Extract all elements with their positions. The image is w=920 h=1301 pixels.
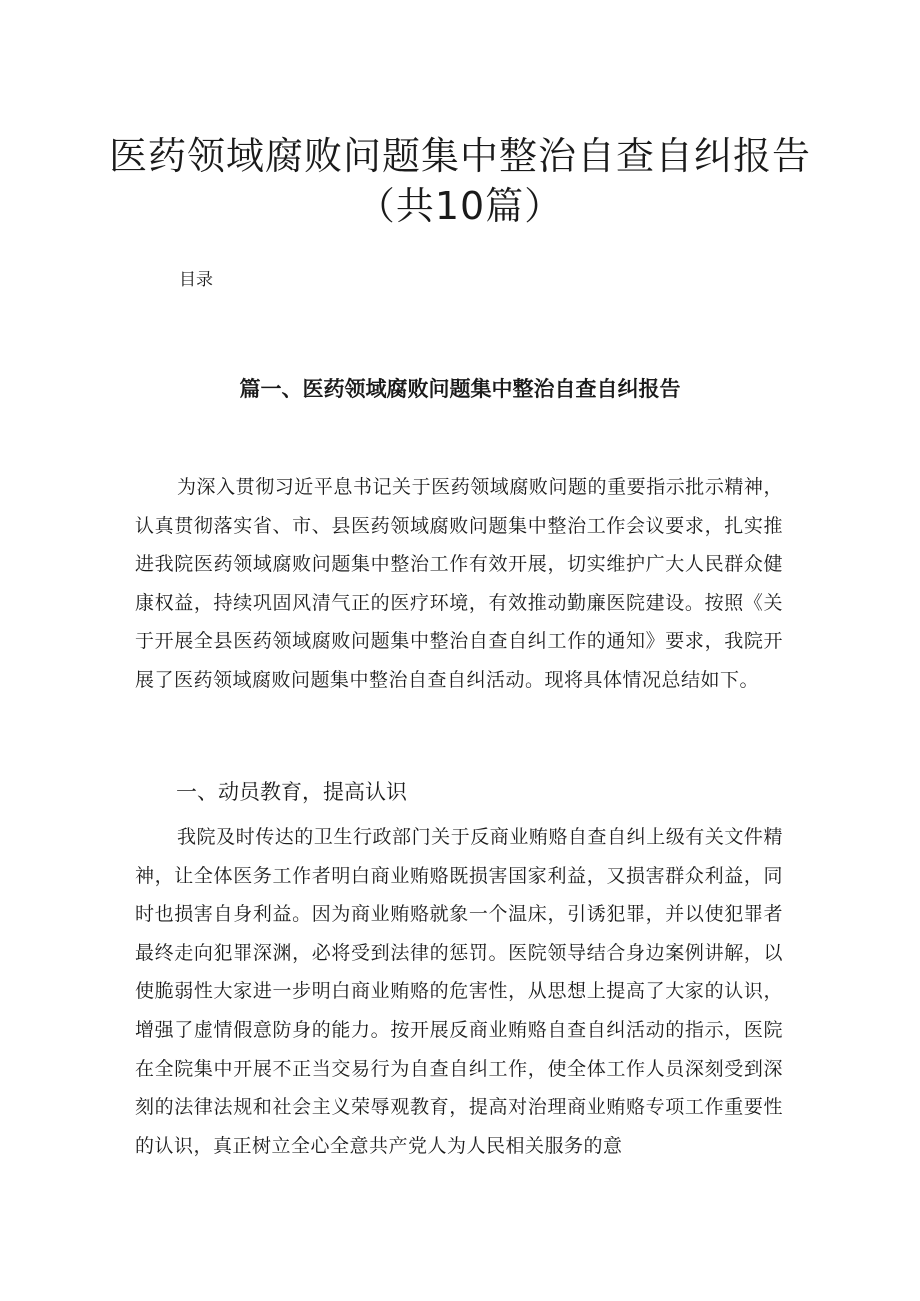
section-paragraph: 我院及时传达的卫生行政部门关于反商业贿赂自查自纠上级有关文件精神，让全体医务工作者明白商业贿赂既损害国家利益，又损害群众利益，同时也损害自身利益。因为商业贿赂就象一个温床，引诱犯罪，并以使犯罪者最终走向犯罪深渊，必将受到法律的惩罚。医院领导结合身边案例讲解，以使脆弱性大家进一步明白商业贿赂的危害性，从思想上提高了大家的认识，增强了虚情假意防身的能力。按开展反商业贿赂自查自纠活动的指示，医院在全院集中开展不正当交易行为自查自纠工作，使全体工作人员深刻受到深刻的法律法规和社会主义荣辱观教育，提高对治理商业贿赂专项工作重要性的认识，真正树立全心全意共产党人为人民相关服务的意 xyxy=(135,826,783,1157)
section-heading: 一、动员教育，提高认识 xyxy=(176,780,407,804)
chapter-heading: 篇一、医药领域腐败问题集中整治自查自纠报告 xyxy=(239,377,681,401)
document-title-line2: （共10篇） xyxy=(356,184,564,228)
document-title-line1: 医药领域腐败问题集中整治自查自纠报告 xyxy=(108,134,811,178)
intro-paragraph: 为深入贯彻习近平息书记关于医药领域腐败问题的重要指示批示精神，认真贯彻落实省、市、县医药领域腐败问题集中整治工作会议要求，扎实推进我院医药领域腐败问题集中整治工作有效开展，切实维护广大人民群众健康权益，持续巩固风清气正的医疗环境，有效推动勤廉医院建设。按照《关于开展全县医药领域腐败问题集中整治自查自纠工作的通知》要求，我院开展了医药领域腐败问题集中整治自查自纠活动。现将具体情况总结如下。 xyxy=(135,476,783,691)
table-of-contents-label: 目录 xyxy=(179,270,213,290)
